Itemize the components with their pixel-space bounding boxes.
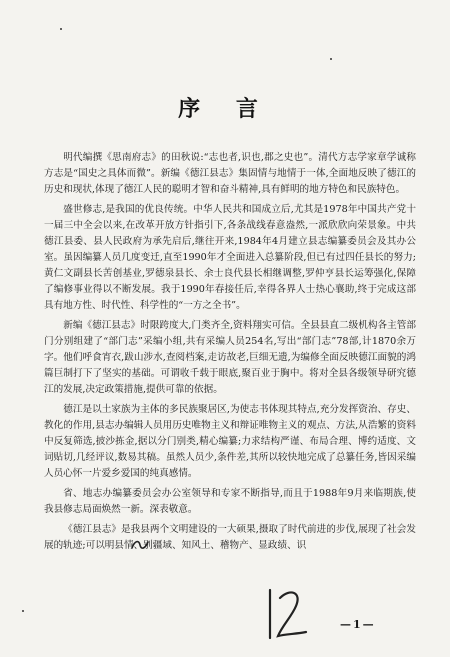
page-number: —1— — [340, 618, 376, 631]
paragraph: 德江是以土家族为主体的多民族聚居区,为使志书体现其特点,充分发挥资治、存史、教化的作用,县志办编辑人员用历史唯物主义和辩证唯物主义的观点、方法,从浩繁的资料中反复筛选,披沙拣金,据以分门别类,精心编纂;力求结构严谨、布局合理、博约适度、文词贴切,几经评议,数易其稿。虽然人员少,条件差,其所以较快地完成了总纂任务,皆因采编人员心怀一片爱乡爱国的纯真感情。 — [44, 404, 416, 479]
scan-speck — [22, 610, 24, 612]
paragraph: 明代编撰《思南府志》的田秋说:“志也者,识也,郡之史也”。清代方志学家章学诚称方志是“国史之具体而微”。新编《德江县志》集固情与地情于一体,全面地反映了德江的历史和现状,体现了德江人民的聪明才智和奋斗精神,具有鲜明的地方特色和民族特色。 — [44, 152, 416, 195]
preface-body — [44, 150, 416, 558]
paragraph: 《德江县志》是我县两个文明建设的一大硕果,摄取了时代前进的步伐,展现了社会发展的轨迹;可以明县情、别疆域、知风土、稽物产、显政绩、识 — [44, 524, 416, 551]
paragraph: 新编《德江县志》时限跨度大,门类齐全,资料翔实可信。全县县直二级机构各主管部门分别组建了“部门志”采编小组,共有采编人员254名,写出“部门志”78部,计1870余万字。他们呼食宵衣,跋山涉水,查阅档案,走访故老,巨细无遗,为编修全面反映德江面貌的鸿篇巨制打下了坚实的基础。可谓收千载于眼底,聚百业于胸中。将对全县各级领导研究德江的发展,决定政策措施,提供可靠的依据。 — [44, 320, 416, 395]
handwritten-mark-icon — [262, 584, 310, 644]
paragraph: 省、地志办编纂委员会办公室领导和专家不断指导,而且于1988年9月来临期族,使我县修志局面焕然一新。深表敬意。 — [44, 488, 416, 515]
scan-speck — [60, 28, 62, 30]
page-title: 序 言 — [178, 96, 272, 122]
scan-speck — [330, 58, 332, 60]
paragraph: 盛世修志,是我国的优良传统。中华人民共和国成立后,尤其是1978年中国共产党十一届三中全会以来,在改革开放方针指引下,各条战线春意盎然,一派欣欣向荣景象。中共德江县委、县人民政府为承先启后,继往开来,1984年4月建立县志编纂委员会及其办公室。虽因编纂人员几度变迁,直至1990年才全面进入总纂阶段,但已有过四任县长的努力;黄仁文副县长苦创基业,罗德泉县长、余士良代县长相继调整,罗仲亨县长运筹强化,保障了编修事业得以不断发展。我于1990年春接任后,幸得各界人士热心襄助,终于完成这部具有地方性、时代性、科学性的“一方之全书”。 — [44, 204, 416, 311]
pen-mark-icon — [130, 538, 150, 552]
